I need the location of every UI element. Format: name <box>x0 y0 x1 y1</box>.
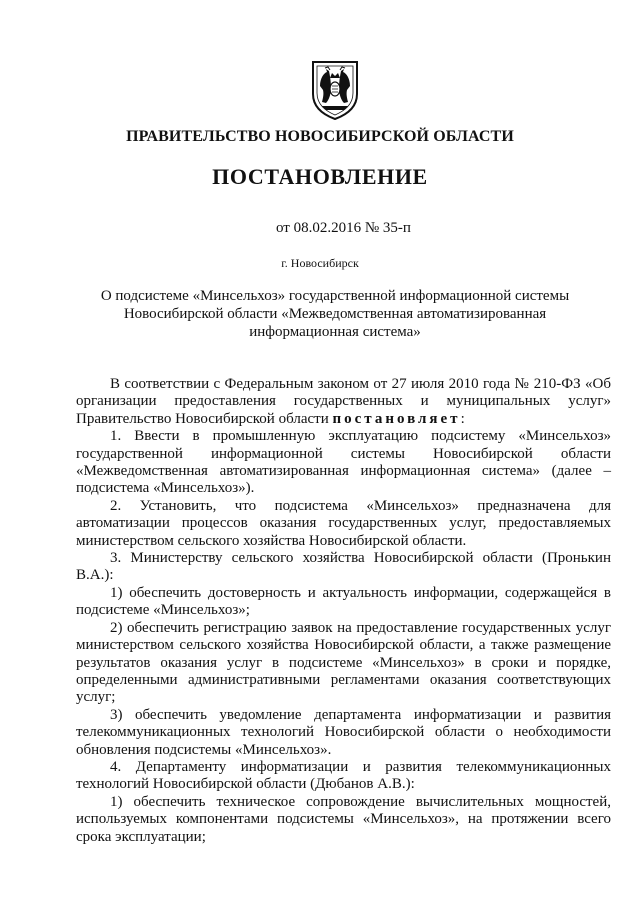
subject-line-2: Новосибирской области «Межведомственная автоматизированная <box>123 306 547 322</box>
city-label: г. Новосибирск <box>281 256 359 270</box>
clause-3-item-3: 3) обеспечить уведомление департамента информатизации и развития телекоммуникационных технологий Новосибирской области о необходимости обновления подсистемы «Минсельхоз». <box>76 706 611 758</box>
date-and-number: от 08.02.2016 № 35-п <box>276 220 411 236</box>
preamble-text: В соответствии с Федеральным законом от 27 июля 2010 года № 210-ФЗ «Об организации предоставления государственных и муниципальных услуг» Правительство Новосибирской области <box>76 376 611 427</box>
preamble-paragraph <box>76 376 611 428</box>
government-name-heading: ПРАВИТЕЛЬСТВО НОВОСИБИРСКОЙ ОБЛАСТИ <box>126 128 514 145</box>
clause-3-item-2: 2) обеспечить регистрацию заявок на предоставление государственных услуг министерством сельского хозяйства Новосибирской области, а также размещение результатов оказания услуг в подсистеме «Минсельхоз» в сроки и порядке, определенными административными регламентами оказания соответствующих услуг; <box>76 619 611 706</box>
document-subject <box>70 287 600 341</box>
clause-3-item-1: 1) обеспечить достоверность и актуальность информации, содержащейся в подсистеме «Минсельхоз»; <box>76 584 611 619</box>
subject-line-1: О подсистеме «Минсельхоз» государственной информационной системы <box>100 288 570 304</box>
clause-4-item-1: 1) обеспечить техническое сопровождение вычислительных мощностей, используемых компонентами подсистемы «Минсельхоз», на протяжении всего срока эксплуатации; <box>76 793 611 845</box>
document-type-heading: ПОСТАНОВЛЕНИЕ <box>212 164 428 189</box>
decree-word: постановляет <box>332 410 461 427</box>
document-body <box>76 376 611 846</box>
clause-4: 4. Департаменту информатизации и развития телекоммуникационных технологий Новосибирской области (Дюбанов А.В.): <box>76 758 611 793</box>
coat-of-arms-emblem <box>308 58 362 120</box>
clause-3: 3. Министерству сельского хозяйства Новосибирской области (Пронькин В.А.): <box>76 550 611 584</box>
subject-line-3: информационная система» <box>249 324 421 340</box>
clause-1: 1. Ввести в промышленную эксплуатацию подсистему «Минсельхоз» государственной информационной системы Новосибирской области «Межведомственная автоматизированная информационная система» (далее – подсистема «Минсельхоз»). <box>76 428 611 497</box>
clause-2: 2. Установить, что подсистема «Минсельхоз» предназначена для автоматизации процессов оказания государственных услуг, предоставляемых министерством сельского хозяйства Новосибирской области. <box>76 497 611 549</box>
preamble-colon: : <box>460 410 465 427</box>
